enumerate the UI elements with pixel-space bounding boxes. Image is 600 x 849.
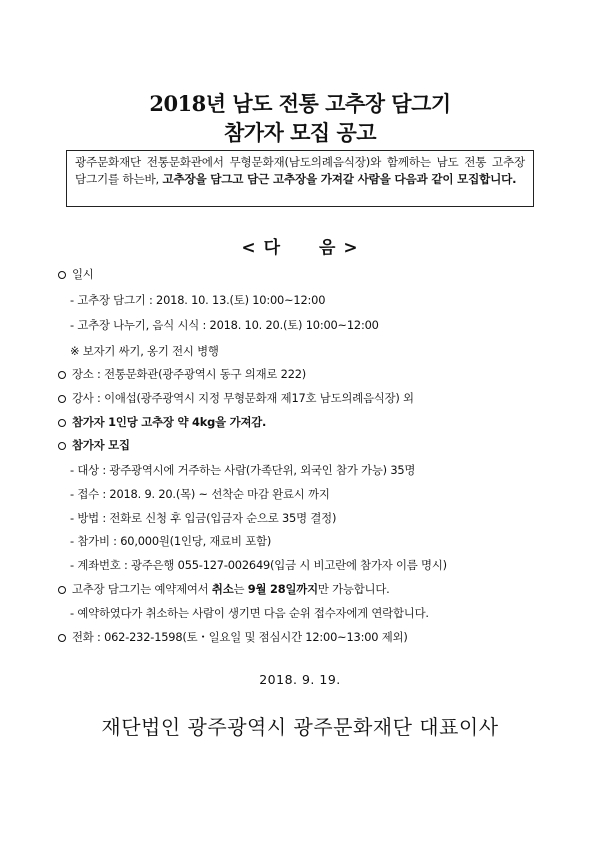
item-text: 전화 : 062-232-1598(토・일요일 및 점심시간 12:00~13:00 제외) xyxy=(72,630,408,644)
list-item-account: - 계좌번호 : 광주은행 055-127-002649(입금 시 비고란에 참가자 이름 명시) xyxy=(70,558,447,572)
list-item-cancel-note: - 예약하였다가 취소하는 사람이 생기면 다음 순위 접수자에게 연락합니다. xyxy=(70,606,429,620)
intro-text-bold: 고추장을 담그고 담근 고추장을 가져갈 사람을 다음과 같이 모집합니다. xyxy=(162,171,517,186)
list-item-schedule xyxy=(58,266,94,282)
item-text: 만 가능합니다. xyxy=(317,582,390,596)
list-item-reception: - 접수 : 2018. 9. 20.(목) ~ 선착순 마감 완료시 까지 xyxy=(70,487,330,501)
item-text: 강사 : 이애섭(광주광역시 지정 무형문화재 제17호 남도의례음식장) 외 xyxy=(72,391,414,405)
list-item-recruit xyxy=(58,437,130,453)
section-heading-left: < 다 xyxy=(241,238,281,258)
item-text: 는 xyxy=(233,582,248,596)
list-item-fee: - 참가비 : 60,000원(1인당, 재료비 포함) xyxy=(70,534,272,548)
item-text: 장소 : 전통문화관(광주광역시 동구 의재로 222) xyxy=(72,367,307,381)
section-heading-right: 음 > xyxy=(319,238,359,258)
list-item-method: - 방법 : 전화로 신청 후 입금(입금자 순으로 35명 결정) xyxy=(70,511,337,525)
bullet-icon xyxy=(58,586,66,594)
bullet-icon xyxy=(58,442,66,450)
bullet-icon xyxy=(58,634,66,642)
item-text: 고추장 담그기는 예약제여서 xyxy=(72,582,212,596)
item-text-bold: 9월 28일까지 xyxy=(247,582,318,596)
bullet-icon xyxy=(58,271,66,279)
intro-text: 광주문화재단 전통문화관에서 무형문화재(남도의례음식장)와 함께하는 남도 전통 고추장 담그기를 하는바, xyxy=(75,155,525,186)
notice-date: 2018. 9. 19. xyxy=(259,672,341,687)
list-item-schedule-share: - 고추장 나누기, 음식 시식 : 2018. 10. 20.(토) 10:00~12:00 xyxy=(70,318,379,332)
list-item-place xyxy=(58,366,306,382)
list-item-reservation xyxy=(58,581,390,597)
item-label: 일시 xyxy=(72,267,94,281)
issuer-signature: 재단법인 광주광역시 광주문화재단 대표이사 xyxy=(101,715,499,739)
notice-title-line2: 참가자 모집 공고 xyxy=(223,120,377,145)
section-heading xyxy=(0,233,600,258)
list-item-schedule-note: ※ 보자기 싸기, 옹기 전시 병행 xyxy=(70,344,219,358)
list-item-schedule-make: - 고추장 담그기 : 2018. 10. 13.(토) 10:00~12:00 xyxy=(70,293,326,307)
bullet-icon xyxy=(58,371,66,379)
list-item-phone xyxy=(58,629,408,645)
list-item-take-home xyxy=(58,414,266,430)
item-text-bold: 취소 xyxy=(211,582,234,596)
item-text: 참가자 1인당 고추장 약 4kg을 가져감. xyxy=(72,415,267,429)
notice-title-line1: 2018년 남도 전통 고추장 담그기 xyxy=(149,91,451,116)
bullet-icon xyxy=(58,419,66,427)
bullet-icon xyxy=(58,395,66,403)
intro-box xyxy=(66,150,534,207)
item-label: 참가자 모집 xyxy=(72,438,130,452)
list-item-lecturer xyxy=(58,390,414,406)
list-item-target: - 대상 : 광주광역시에 거주하는 사람(가족단위, 외국인 참가 가능) 35명 xyxy=(70,463,416,477)
